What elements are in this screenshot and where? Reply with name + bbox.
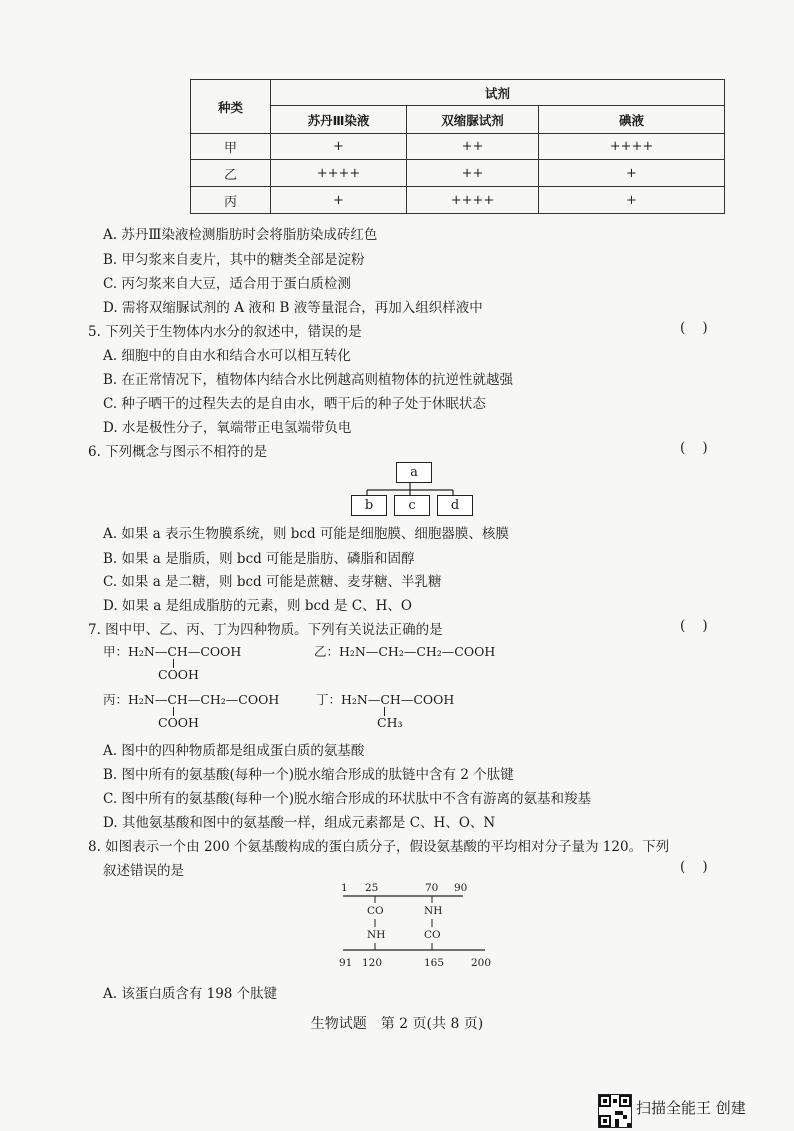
q5-answer-paren: ( ) [680,320,708,336]
q8-option-a: A. 该蛋白质含有 198 个肽键 [103,986,278,1002]
q5-option-a: A. 细胞中的自由水和结合水可以相互转化 [103,348,351,364]
q5-option-d: D. 水是极性分子，氧端带正电氢端带负电 [103,420,352,436]
header-kind: 种类 [191,80,271,134]
cell: ++++ [539,134,725,160]
row-name: 甲 [191,134,271,160]
qr-code-icon [598,1094,632,1128]
q7-option-d: D. 其他氨基酸和图中的氨基酸一样，组成元素都是 C、H、O、N [103,815,496,831]
q7-answer-paren: ( ) [680,618,708,634]
concept-box-b: b [351,495,387,516]
table-row [191,134,725,160]
concept-box-a: a [396,462,432,483]
q4-option-a: A. 苏丹Ⅲ染液检测脂肪时会将脂肪染成砖红色 [103,227,378,243]
q6-option-a: A. 如果 a 表示生物膜系统，则 bcd 可能是细胞膜、细胞器膜、核膜 [103,526,509,542]
structure-jia: 甲：H₂N—CH—COOH [103,644,242,659]
structure-bing: 丙：H₂N—CH—CH₂—COOH [103,692,280,707]
cell: + [539,160,725,187]
page-footer: 生物试题 第 2 页(共 8 页) [310,1016,484,1032]
q7-stem: 7. 图中甲、乙、丙、丁为四种物质。下列有关说法正确的是 [88,622,443,638]
bond-label: CO [424,929,441,941]
reagent-sudan: 苏丹Ⅲ染液 [271,106,407,134]
protein-chain-lines [335,890,495,960]
structure-yi: 乙：H₂N—CH₂—CH₂—COOH [314,644,496,659]
cell: ++++ [271,160,407,187]
cell: ++++ [407,187,539,214]
q7-option-a: A. 图中的四种物质都是组成蛋白质的氨基酸 [103,743,365,759]
q5-stem: 5. 下列关于生物体内水分的叙述中，错误的是 [88,324,362,340]
q8-stem-line1: 8. 如图表示一个由 200 个氨基酸构成的蛋白质分子，假设氨基酸的平均相对分子量为 120。下列 [88,839,670,855]
row-name: 乙 [191,160,271,187]
q8-stem-line2: 叙述错误的是 [103,863,184,879]
cell: ++ [407,160,539,187]
q4-option-c: C. 丙匀浆来自大豆，适合用于蛋白质检测 [103,276,351,292]
q6-stem: 6. 下列概念与图示不相符的是 [88,444,268,460]
cell: + [539,187,725,214]
bond-label: NH [424,905,443,917]
structure-bing-branch: COOH [158,715,199,730]
scanner-watermark: 扫描全能王 创建 [636,1099,746,1117]
q7-option-b: B. 图中所有的氨基酸(每种一个)脱水缩合形成的肽链中含有 2 个肽键 [103,767,514,783]
table-row [191,187,725,214]
q6-answer-paren: ( ) [680,440,708,456]
structure-ding-branch: CH₃ [377,715,403,730]
q4-option-b: B. 甲匀浆来自麦片，其中的糖类全部是淀粉 [103,252,365,268]
reagent-biuret: 双缩脲试剂 [407,106,539,134]
bond-label: CO [367,905,384,917]
top-label: 70 [425,882,439,894]
q4-option-d: D. 需将双缩脲试剂的 A 液和 B 液等量混合，再加入组织样液中 [103,300,483,316]
q8-answer-paren: ( ) [680,859,708,875]
bottom-label: 165 [424,957,445,969]
top-label: 1 [341,882,348,894]
top-label: 25 [365,882,379,894]
bottom-label: 200 [471,957,492,969]
reagent-iodine: 碘液 [539,106,725,134]
q6-option-d: D. 如果 a 是组成脂肪的元素，则 bcd 是 C、H、O [103,598,412,614]
q6-option-b: B. 如果 a 是脂质，则 bcd 可能是脂肪、磷脂和固醇 [103,551,415,567]
cell: + [271,187,407,214]
q5-option-c: C. 种子晒干的过程失去的是自由水，晒干后的种子处于休眠状态 [103,396,486,412]
structure-ding: 丁：H₂N—CH—COOH [316,692,455,707]
cell: ++ [407,134,539,160]
reagent-table [190,79,725,214]
bond-label: NH [367,929,386,941]
bottom-label: 120 [362,957,383,969]
row-name: 丙 [191,187,271,214]
q7-option-c: C. 图中所有的氨基酸(每种一个)脱水缩合形成的环状肽中不含有游离的氨基和羧基 [103,791,591,807]
concept-box-c: c [394,495,430,516]
concept-box-d: d [437,495,473,516]
table-row [191,160,725,187]
top-label: 90 [454,882,468,894]
bottom-label: 91 [339,957,353,969]
q6-option-c: C. 如果 a 是二糖，则 bcd 可能是蔗糖、麦芽糖、半乳糖 [103,574,442,590]
cell: + [271,134,407,160]
structure-jia-branch: COOH [158,667,199,682]
header-reagent: 试剂 [271,80,725,106]
q5-option-b: B. 在正常情况下，植物体内结合水比例越高则植物体的抗逆性就越强 [103,372,514,388]
